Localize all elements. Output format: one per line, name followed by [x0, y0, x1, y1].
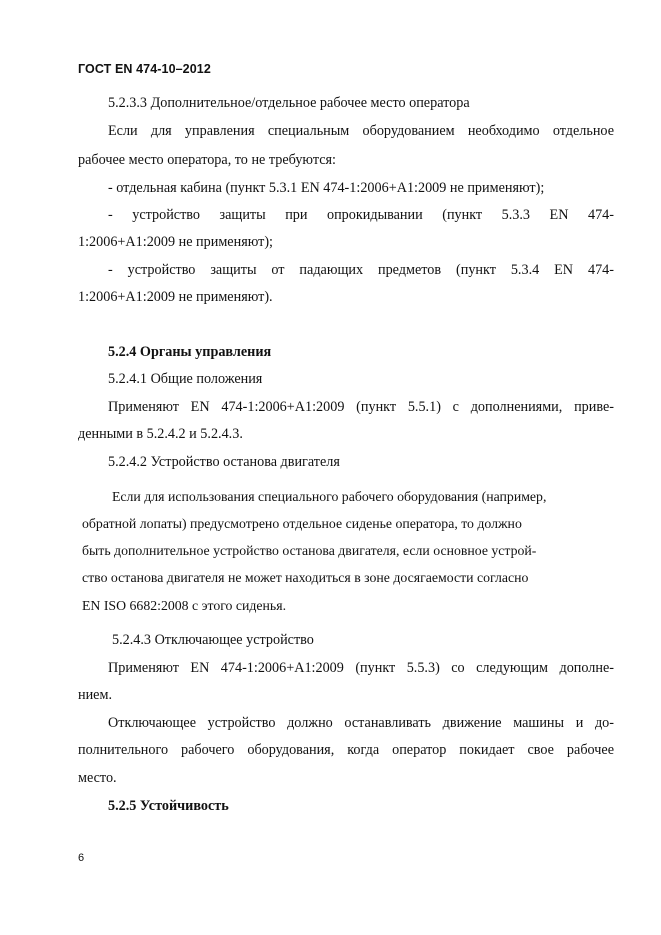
list-item: - устройство защиты при опрокидывании (пункт 5.3.3 EN 474-	[108, 207, 614, 223]
paragraph-line: рабочее место оператора, то не требуются:	[78, 152, 336, 168]
paragraph-line: полнительного рабочего оборудования, когда оператор покидает свое рабочее	[78, 742, 614, 758]
paragraph-line: Отключающее устройство должно останавливать движение машины и до-	[108, 715, 614, 731]
list-item-continuation: 1:2006+A1:2009 не применяют);	[78, 234, 274, 250]
clause-5-2-4-3-heading: 5.2.4.3 Отключающее устройство	[112, 632, 314, 648]
clause-5-2-4-1-heading: 5.2.4.1 Общие положения	[108, 371, 263, 387]
section-5-2-4-heading: 5.2.4 Органы управления	[108, 344, 272, 360]
paragraph-line: Если для управления специальным оборудованием необходимо отдельное	[108, 123, 614, 139]
list-item: - устройство защиты от падающих предметов (пункт 5.3.4 EN 474-	[108, 262, 614, 278]
paragraph-line: ство останова двигателя не может находиться в зоне досягаемости согласно	[82, 570, 529, 585]
paragraph-line: Применяют EN 474-1:2006+A1:2009 (пункт 5.5.1) с дополнениями, приве-	[108, 399, 614, 415]
paragraph-line: Применяют EN 474-1:2006+A1:2009 (пункт 5.5.3) со следующим дополне-	[108, 660, 614, 676]
clause-5-2-3-3-heading: 5.2.3.3 Дополнительное/отдельное рабочее место оператора	[108, 95, 470, 111]
paragraph-line: место.	[78, 770, 117, 786]
paragraph-line: обратной лопаты) предусмотрено отдельное сиденье оператора, то должно	[82, 516, 522, 531]
paragraph-line: EN ISO 6682:2008 с этого сиденья.	[82, 598, 287, 613]
page-number: 6	[78, 852, 85, 864]
paragraph-line: денными в 5.2.4.2 и 5.2.4.3.	[78, 426, 243, 442]
list-item-continuation: 1:2006+A1:2009 не применяют).	[78, 289, 273, 305]
paragraph-line: быть дополнительное устройство останова двигателя, если основное устрой-	[82, 543, 537, 558]
paragraph-line: Если для использования специального рабочего оборудования (например,	[112, 489, 547, 504]
document-code-header: ГОСТ EN 474-10–2012	[78, 62, 211, 76]
clause-5-2-4-2-heading: 5.2.4.2 Устройство останова двигателя	[108, 454, 340, 470]
list-item: - отдельная кабина (пункт 5.3.1 EN 474-1:2006+A1:2009 не применяют);	[108, 180, 545, 196]
paragraph-line: нием.	[78, 687, 113, 703]
section-5-2-5-heading: 5.2.5 Устойчивость	[108, 798, 229, 814]
